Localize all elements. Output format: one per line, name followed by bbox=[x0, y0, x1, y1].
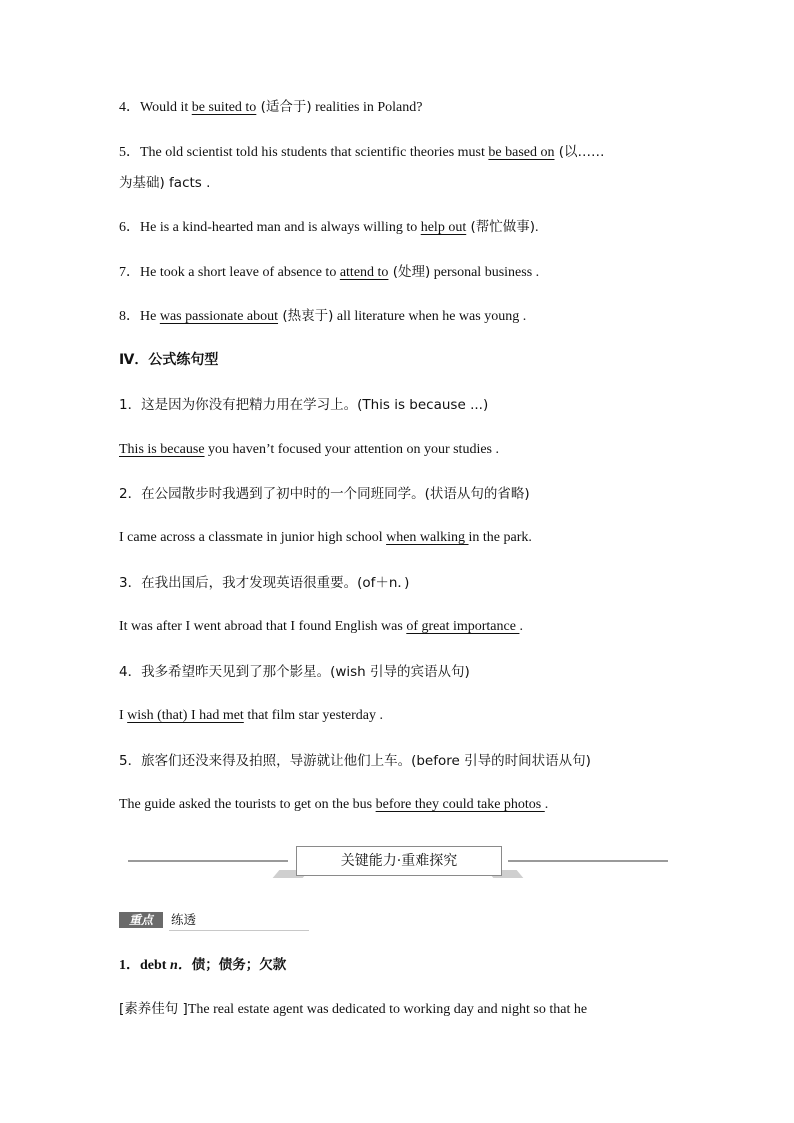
item-number: 7． bbox=[119, 265, 140, 280]
answer-text: It was after I went abroad that I found English was bbox=[119, 619, 407, 634]
exercise-item bbox=[119, 137, 679, 168]
item-text: He bbox=[140, 309, 160, 324]
example-sentence bbox=[119, 994, 679, 1025]
answer-text: . bbox=[544, 797, 549, 812]
answer-line bbox=[119, 523, 679, 553]
item-text: He took a short leave of absence to bbox=[140, 265, 340, 280]
answer-underlined: of great importance bbox=[406, 619, 520, 634]
item-text: He is a kind-hearted man and is always willing to bbox=[140, 220, 421, 235]
example-tag: [素养佳句 ] bbox=[119, 1001, 188, 1017]
entry-word: debt bbox=[140, 958, 167, 973]
item-text: personal business . bbox=[430, 265, 540, 280]
exercise-item bbox=[119, 212, 679, 243]
item-number: 4． bbox=[119, 100, 140, 115]
answer-underlined: before they could take photos bbox=[375, 797, 545, 812]
entry-meaning: 债；债务；欠款 bbox=[191, 957, 287, 973]
item-hint: (帮忙做事) bbox=[466, 219, 536, 235]
banner-rule-left bbox=[128, 860, 288, 862]
answer-underlined: be based on bbox=[488, 145, 555, 160]
banner-rule-right bbox=[508, 860, 668, 862]
banner-title: 关键能力·重难探究 bbox=[296, 846, 502, 876]
key-point-badge-row bbox=[119, 910, 319, 932]
item-number: 6． bbox=[119, 220, 140, 235]
item-hint: (以…… bbox=[554, 144, 605, 160]
answer-line bbox=[119, 790, 679, 820]
question-prompt: 1．这是因为你没有把精力用在学习上。(This is because ...) bbox=[119, 397, 489, 413]
question-prompt: 4．我多希望昨天见到了那个影星。(wish 引导的宾语从句) bbox=[119, 664, 470, 680]
answer-text: that film star yesterday . bbox=[243, 708, 383, 723]
section-banner bbox=[128, 846, 668, 876]
vocab-entry bbox=[119, 950, 679, 981]
item-text: The old scientist told his students that scientific theories must bbox=[140, 145, 489, 160]
answer-line bbox=[119, 701, 679, 731]
answer-underlined: attend to bbox=[339, 265, 389, 280]
answer-text: I came across a classmate in junior high school bbox=[119, 530, 387, 545]
answer-text: The guide asked the tourists to get on the bus bbox=[119, 797, 376, 812]
badge-label: 练透 bbox=[171, 912, 197, 927]
answer-underlined: when walking bbox=[386, 530, 469, 545]
badge-underline bbox=[169, 930, 309, 931]
item-hint: (热衷于) bbox=[278, 308, 334, 324]
entry-pos: n． bbox=[169, 958, 192, 973]
answer-underlined: be suited to bbox=[191, 100, 257, 115]
exercise-item bbox=[119, 92, 679, 123]
answer-line bbox=[119, 435, 679, 465]
item-hint: (处理) bbox=[388, 264, 431, 280]
answer-underlined: help out bbox=[420, 220, 467, 235]
answer-text: I bbox=[119, 708, 128, 723]
item-hint: (适合于) bbox=[256, 99, 312, 115]
exercise-item-continuation bbox=[119, 168, 679, 199]
answer-line bbox=[119, 612, 679, 642]
exercise-item bbox=[119, 301, 679, 332]
key-point-badge: 重点 bbox=[119, 912, 163, 928]
answer-underlined: was passionate about bbox=[159, 309, 279, 324]
question-prompt: 3．在我出国后，我才发现英语很重要。(of＋n．) bbox=[119, 575, 410, 591]
answer-text: . bbox=[519, 619, 523, 634]
answer-underlined: This is because bbox=[119, 442, 205, 457]
item-number: 8． bbox=[119, 309, 140, 324]
item-text: . bbox=[535, 220, 539, 235]
question-prompt: 2．在公园散步时我遇到了初中时的一个同班同学。(状语从句的省略) bbox=[119, 486, 530, 502]
item-number: 5． bbox=[119, 145, 140, 160]
item-text: all literature when he was young . bbox=[333, 309, 527, 324]
item-text: 为基础) facts . bbox=[119, 175, 211, 191]
answer-underlined: wish (that) I had met bbox=[127, 708, 244, 723]
entry-number: 1． bbox=[119, 958, 140, 973]
exercise-item bbox=[119, 257, 679, 288]
item-text: Would it bbox=[140, 100, 192, 115]
example-text: The real estate agent was dedicated to working day and night so that he bbox=[187, 1002, 588, 1017]
question-prompt: 5．旅客们还没来得及拍照，导游就让他们上车。(before 引导的时间状语从句) bbox=[119, 753, 591, 769]
section-heading: Ⅳ．公式练句型 bbox=[119, 352, 219, 368]
answer-text: you haven’t focused your attention on your studies . bbox=[204, 442, 499, 457]
answer-text: in the park. bbox=[468, 530, 532, 545]
item-text: realities in Poland? bbox=[311, 100, 423, 115]
